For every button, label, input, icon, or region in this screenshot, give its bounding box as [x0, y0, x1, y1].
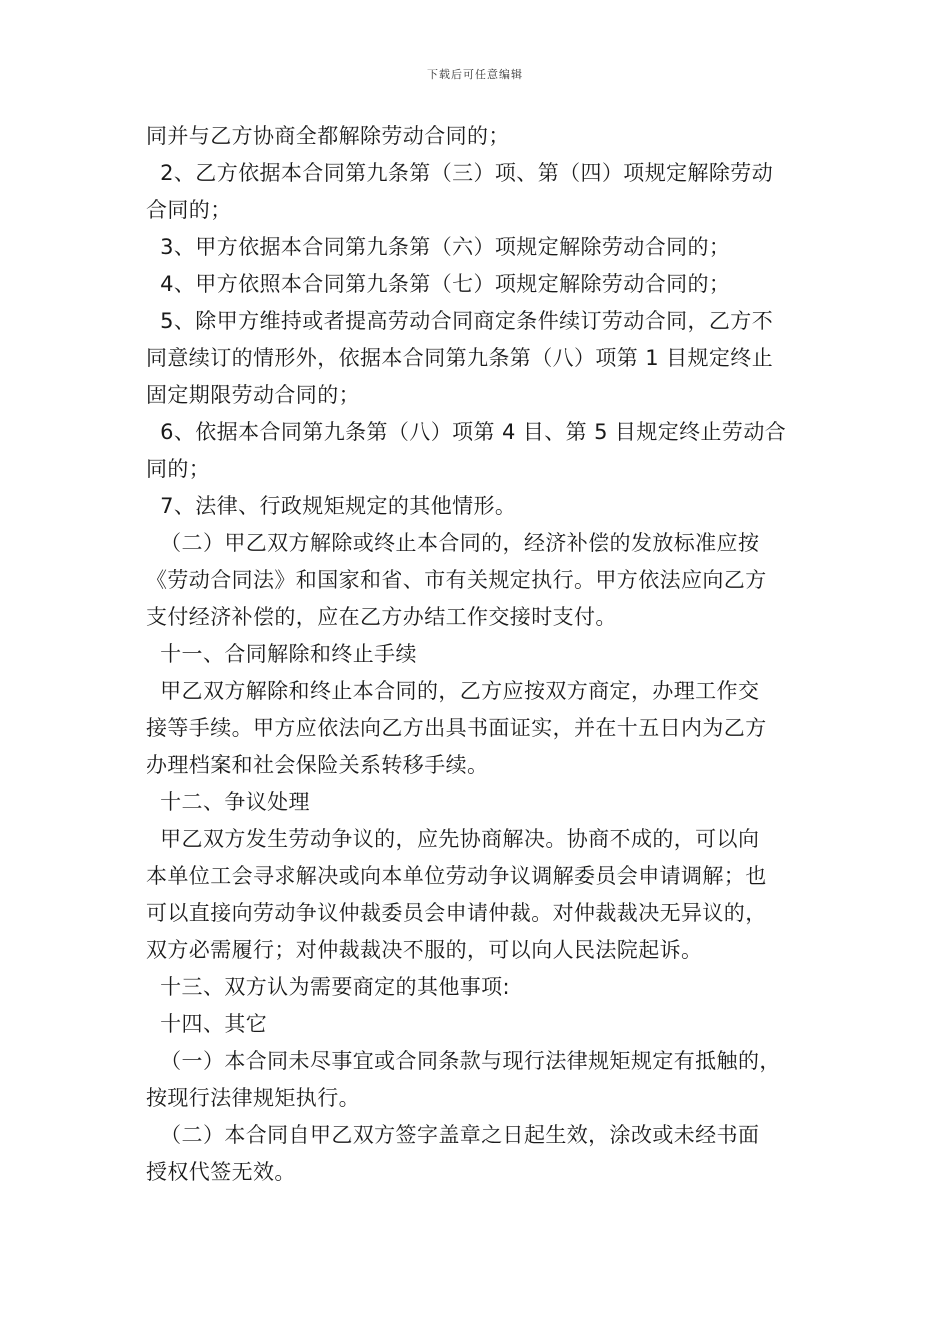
section-heading: 十三、双方认为需要商定的其他事项:	[146, 975, 511, 999]
section-heading: 十一、合同解除和终止手续	[146, 642, 417, 666]
text-line: 接等手续。甲方应依法向乙方出具书面证实，并在十五日内为乙方	[146, 716, 767, 740]
text-line: 本单位工会寻求解决或向本单位劳动争议调解委员会申请调解；也	[146, 864, 767, 888]
text-line: 6、依据本合同第九条第（八）项第 4 目、第 5 目规定终止劳动合	[146, 420, 787, 444]
text-line: 3、甲方依据本合同第九条第（六）项规定解除劳动合同的；	[146, 235, 731, 259]
document-body	[146, 118, 816, 1191]
text-line: 2、乙方依据本合同第九条第（三）项、第（四）项规定解除劳动	[146, 161, 774, 185]
section-heading: 十四、其它	[146, 1012, 268, 1036]
text-line: 授权代签无效。	[146, 1160, 296, 1184]
text-line: 可以直接向劳动争议仲裁委员会申请仲裁。对仲裁裁决无异议的，	[146, 901, 767, 925]
text-line: 按现行法律规矩执行。	[146, 1086, 360, 1110]
text-line: 办理档案和社会保险关系转移手续。	[146, 753, 489, 777]
text-line: 甲乙双方发生劳动争议的，应先协商解决。协商不成的，可以向	[146, 827, 760, 851]
text-line: 固定期限劳动合同的；	[146, 383, 360, 407]
text-line: 合同的；	[146, 198, 232, 222]
text-line: 同意续订的情形外，依据本合同第九条第（八）项第 1 目规定终止	[146, 346, 774, 370]
text-line: 《劳动合同法》和国家和省、市有关规定执行。甲方依法应向乙方	[146, 568, 767, 592]
text-line: 同的；	[146, 457, 211, 481]
text-line: 支付经济补偿的，应在乙方办结工作交接时支付。	[146, 605, 617, 629]
section-heading: 十二、争议处理	[146, 790, 310, 814]
text-line: （二）本合同自甲乙双方签字盖章之日起生效，涂改或未经书面	[146, 1123, 760, 1147]
text-line: （一）本合同未尽事宜或合同条款与现行法律规矩规定有抵触的，	[146, 1049, 781, 1073]
text-line: 同并与乙方协商全都解除劳动合同的；	[146, 124, 510, 148]
text-line: （二）甲乙双方解除或终止本合同的，经济补偿的发放标准应按	[146, 531, 760, 555]
text-line: 4、甲方依照本合同第九条第（七）项规定解除劳动合同的；	[146, 272, 731, 296]
text-line: 双方必需履行；对仲裁裁决不服的，可以向人民法院起诉。	[146, 938, 703, 962]
text-line: 5、除甲方维持或者提高劳动合同商定条件续订劳动合同，乙方不	[146, 309, 774, 333]
text-line: 甲乙双方解除和终止本合同的，乙方应按双方商定，办理工作交	[146, 679, 760, 703]
page-header-note: 下载后可任意编辑	[427, 68, 523, 81]
text-line: 7、法律、行政规矩规定的其他情形。	[146, 494, 517, 518]
